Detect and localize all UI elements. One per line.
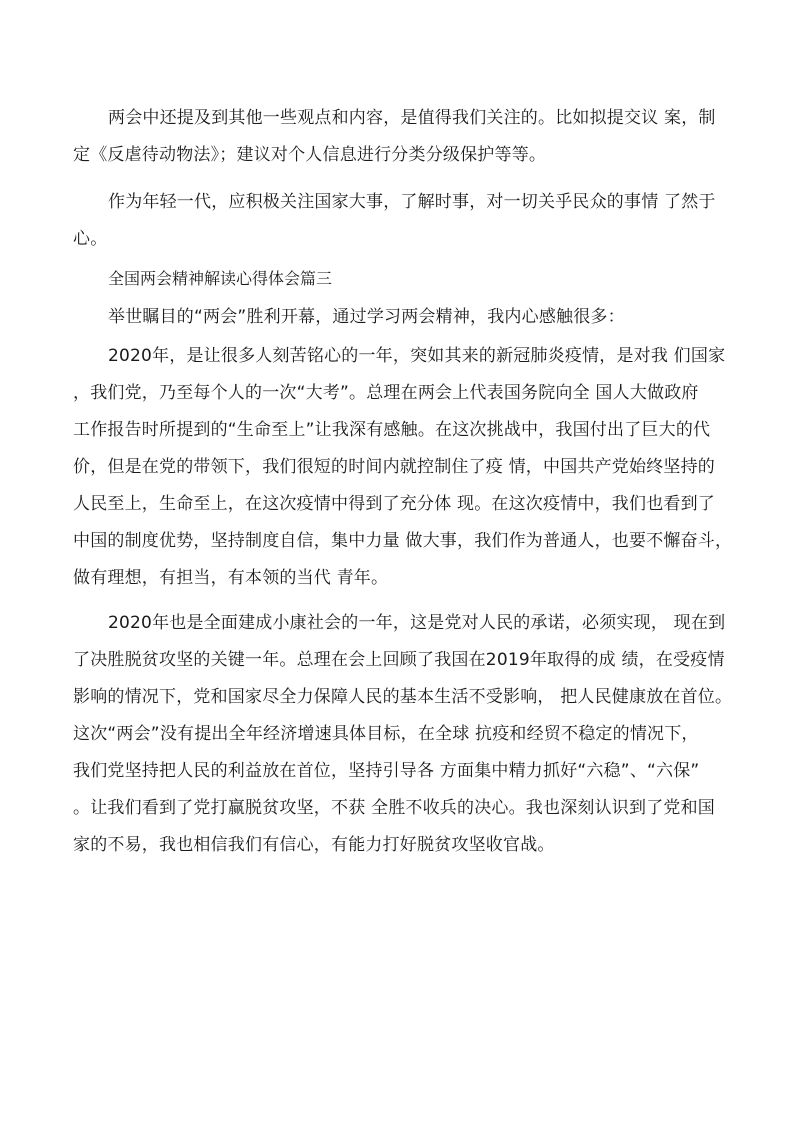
text-line: 工作报告时所提到的“生命至上”让我深有感触。在这次挑战中，我国付出了巨大的代 [73,420,711,440]
text-line: ，我们党，乃至每个人的一次“大考”。总理在两会上代表国务院向全 国人大做政府 [73,383,699,403]
text-line: 2020年，是让很多人刻苦铭心的一年，突如其来的新冠肺炎疫情，是对我 们国家 [108,346,726,366]
text-line: 两会中还提及到其他一些观点和内容，是值得我们关注的。比如拟提交议 案，制 [108,108,716,128]
paragraph-2 [73,184,723,258]
text-line: 我们党坚持把人民的利益放在首位，坚持引导各 方面集中精力抓好“六稳”、“六保” [73,761,700,781]
text-line: 了决胜脱贫攻坚的关键一年。总理在会上回顾了我国在2019年取得的成 绩，在受疫情 [73,650,725,670]
text-line: 。让我们看到了党打赢脱贫攻坚，不获 全胜不收兵的决心。我也深刻认识到了党和国 [73,798,716,818]
text-line: 举世瞩目的“两会”胜利开幕，通过学习两会精神，我内心感触很多： [108,307,625,327]
text-line: 中国的制度优势，坚持制度自信，集中力量 做大事，我们作为普通人，也要不懈奋斗， [73,531,733,551]
text-line: 价，但是在党的带领下，我们很短的时间内就控制住了疫 情，中国共产党始终坚持的 [73,457,716,477]
paragraph-1 [73,100,723,174]
text-line: 作为年轻一代，应积极关注国家大事，了解时事，对一切关乎民众的事情 了然于 [108,192,716,212]
text-line: 人民至上，生命至上，在这次疫情中得到了充分体 现。在这次疫情中，我们也看到了 [73,494,716,514]
text-line: 2020年也是全面建成小康社会的一年，这是党对人民的承诺，必须实现， 现在到 [108,613,726,633]
paragraph-3 [73,299,723,336]
text-line: 心。 [73,229,108,249]
document-body [73,100,733,864]
text-line: 这次“两会”没有提出全年经济增速具体目标，在全球 抗疫和经贸不稳定的情况下， [73,724,699,744]
text-line: 家的不易，我也相信我们有信心，有能力打好脱贫攻坚收官战。 [73,835,555,855]
paragraph-4 [73,338,733,597]
text-line: 影响的情况下，党和国家尽全力保障人民的基本生活不受影响， 把人民健康放在首位。 [73,687,733,707]
section-heading: 全国两会精神解读心得体会篇三 [108,269,333,288]
text-line: 定《反虐待动物法》；建议对个人信息进行分类分级保护等等。 [73,145,547,165]
paragraph-5 [73,605,733,864]
text-line: 做有理想，有担当，有本领的当代 青年。 [73,568,389,588]
